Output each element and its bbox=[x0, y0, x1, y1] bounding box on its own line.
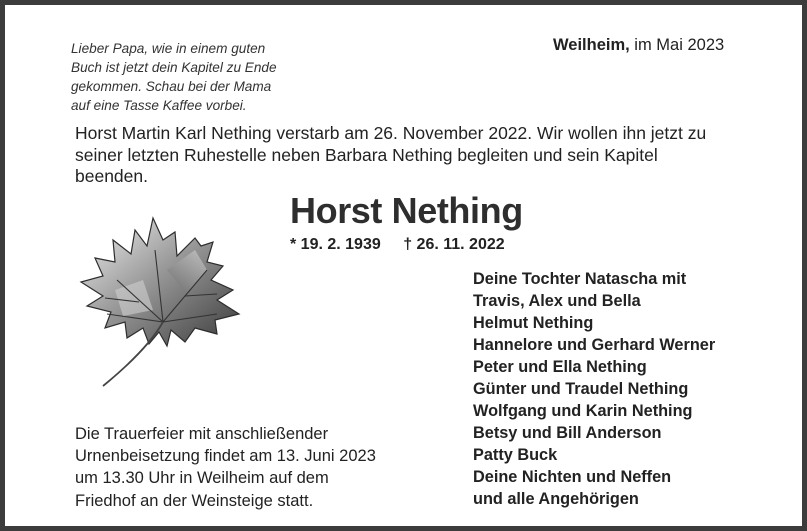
mourner-line: Helmut Nething bbox=[473, 314, 594, 332]
quote-line: gekommen. Schau bei der Mama bbox=[71, 79, 272, 94]
birth-date: * 19. 2. 1939 bbox=[290, 236, 381, 253]
service-line: Friedhof an der Weinsteige statt. bbox=[75, 491, 314, 510]
maple-leaf-icon bbox=[67, 210, 257, 390]
mourner-line: Peter und Ella Nething bbox=[473, 358, 647, 376]
quote-line: Buch ist jetzt dein Kapitel zu Ende bbox=[71, 60, 277, 75]
intro-line: seiner letzten Ruhestelle neben Barbara Nething begleiten und sein Kapitel bbox=[75, 144, 658, 165]
mourner-line: Betsy und Bill Anderson bbox=[473, 424, 662, 442]
quote-text bbox=[71, 39, 371, 115]
place-date bbox=[553, 36, 724, 55]
deceased-name: Horst Nething bbox=[290, 190, 523, 231]
intro-text bbox=[75, 123, 706, 188]
mourners-list bbox=[473, 268, 715, 510]
place: Weilheim, bbox=[553, 36, 630, 54]
mourner-line: Hannelore und Gerhard Werner bbox=[473, 336, 716, 354]
mourner-line: Wolfgang und Karin Nething bbox=[473, 402, 693, 420]
mourner-line: Günter und Traudel Nething bbox=[473, 380, 689, 398]
life-dates bbox=[290, 236, 523, 254]
date: im Mai 2023 bbox=[629, 36, 725, 54]
mourner-line: und alle Angehörigen bbox=[473, 490, 639, 508]
funeral-service-info bbox=[75, 423, 376, 512]
service-line: Die Trauerfeier mit anschließender bbox=[75, 425, 329, 443]
death-date: † 26. 11. 2022 bbox=[403, 236, 505, 253]
quote-line: Lieber Papa, wie in einem guten bbox=[71, 41, 266, 56]
service-line: um 13.30 Uhr in Weilheim auf dem bbox=[75, 469, 329, 488]
mourner-line: Deine Tochter Natascha mit bbox=[473, 270, 687, 288]
quote-line: auf eine Tasse Kaffee vorbei. bbox=[71, 98, 247, 113]
mourner-line: Deine Nichten und Neffen bbox=[473, 468, 672, 486]
intro-line: Horst Martin Karl Nething verstarb am 26. November 2022. Wir wollen ihn jetzt zu bbox=[75, 123, 707, 143]
mourner-line: Patty Buck bbox=[473, 446, 558, 464]
service-line: Urnenbeisetzung findet am 13. Juni 2023 bbox=[75, 447, 376, 466]
intro-line: beenden. bbox=[75, 166, 148, 186]
mourner-line: Travis, Alex und Bella bbox=[473, 292, 641, 310]
